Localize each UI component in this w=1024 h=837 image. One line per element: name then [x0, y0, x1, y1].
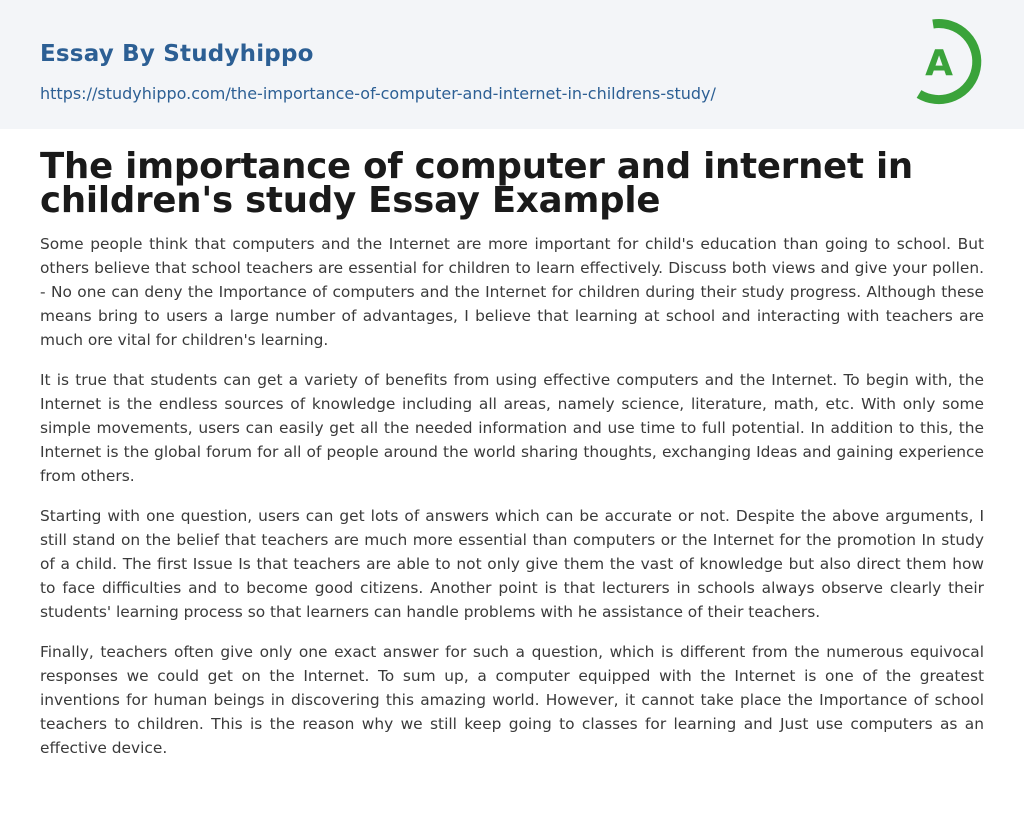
essay-paragraph-1: Some people think that computers and the Internet are more important for child's education than going to school. But others believe that school teachers are essential for children to learn effectively. Discuss both views and give your pollen. - No one can deny the Importance of computers and the Internet for children during their study progress. Although these means bring to users a large number of advantages, I believe that learning at school and interacting with teachers are much ore vital for children's learning.	[40, 235, 984, 349]
essay-paragraph-2: It is true that students can get a variety of benefits from using effective computers and the Internet. To begin with, the Internet is the endless sources of knowledge including all areas, namely science, literature, math, etc. With only some simple movements, users can easily get all the needed information and use time to full potential. In addition to this, the Internet is the global forum for all of people around the world sharing thoughts, exchanging Ideas and gaining experience from others.	[40, 371, 984, 485]
essay-paragraph-3: Starting with one question, users can get lots of answers which can be accurate or not. Despite the above arguments, I still stand on the belief that teachers are much more essential than computers or the Internet for the promotion In study of a child. The first Issue Is that teachers are able to not only give them the vast of knowledge but also direct them how to face difficulties and to become good citizens. Another point is that lecturers in schools always observe clearly their students' learning process so that learners can handle problems with he assistance of their teachers.	[40, 507, 984, 621]
essay-title: The importance of computer and internet in children's study Essay Example	[40, 146, 913, 221]
site-header	[0, 0, 1024, 129]
article	[0, 146, 1024, 760]
logo-letter: A	[925, 43, 953, 84]
site-brand[interactable]: Essay By Studyhippo	[40, 41, 314, 67]
logo-icon[interactable]	[900, 18, 988, 106]
essay-url-link[interactable]: https://studyhippo.com/the-importance-of-computer-and-internet-in-childrens-study/	[40, 84, 716, 103]
essay-paragraph-4: Finally, teachers often give only one exact answer for such a question, which is different from the numerous equivocal responses we could get on the Internet. To sum up, a computer equipped with the Internet is one of the greatest inventions for human beings in discovering this amazing world. However, it cannot take place the Importance of school teachers to children. This is the reason why we still keep going to classes for learning and Just use computers as an effective device.	[40, 643, 984, 757]
